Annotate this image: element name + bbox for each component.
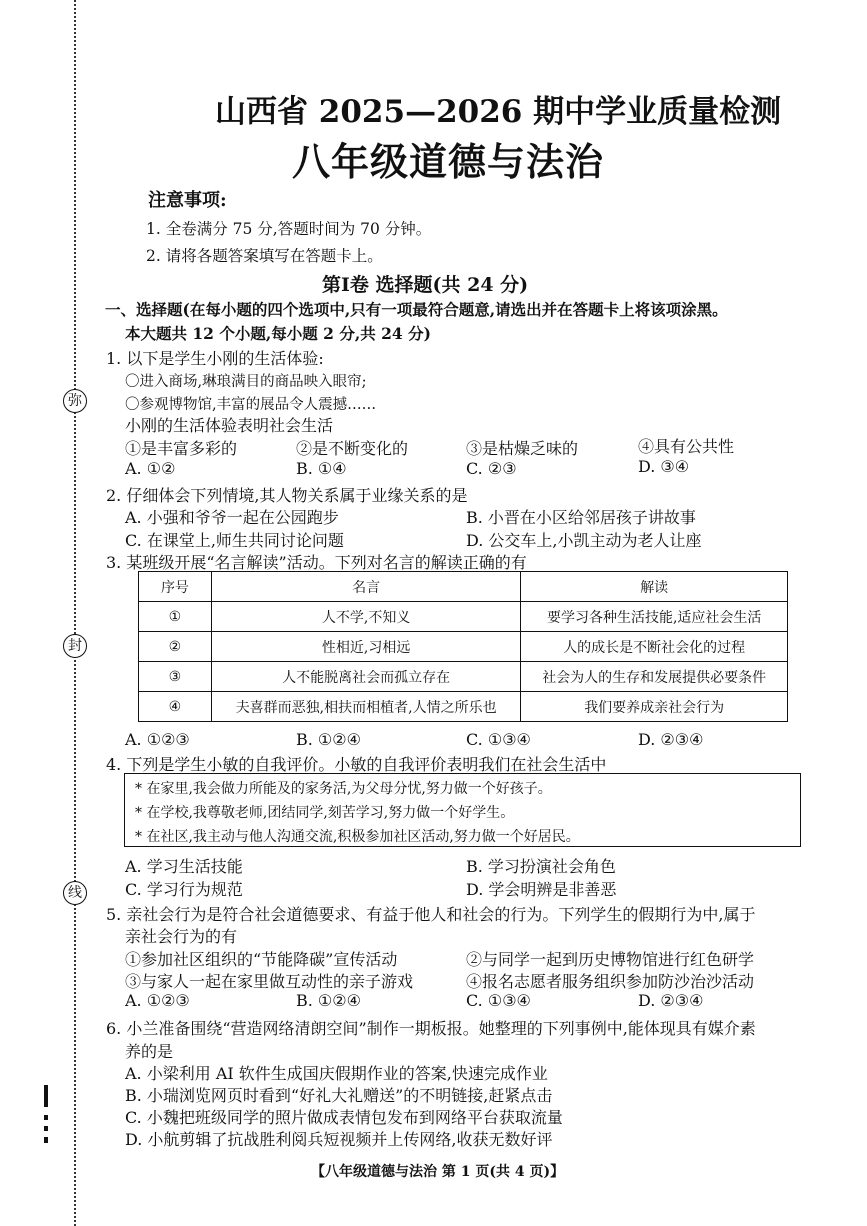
q2-option-b: B. 小晋在小区给邻居孩子讲故事 xyxy=(466,508,696,527)
q4-option-c: C. 学习行为规范 xyxy=(125,880,243,899)
q1-statement-4: ④具有公共性 xyxy=(638,437,735,456)
q5-statement-1: ①参加社区组织的“节能降碳”宣传活动 xyxy=(125,950,398,969)
table-cell: 社会为人的生存和发展提供必要条件 xyxy=(521,662,788,692)
binding-mark-feng: 封 xyxy=(63,634,87,658)
section-title: 第Ⅰ卷 选择题(共 24 分) xyxy=(322,274,529,296)
binding-line xyxy=(74,0,76,1226)
table-cell: 人不学,不知义 xyxy=(211,602,521,632)
q5-stem-line-1: 5. 亲社会行为是符合社会道德要求、有益于他人和社会的行为。下列学生的假期行为中,属于 xyxy=(106,905,756,924)
q1-statement-1: ①是丰富多彩的 xyxy=(125,439,238,458)
q1-statement-2: ②是不断变化的 xyxy=(296,439,409,458)
q3-stem: 3. 某班级开展“名言解读”活动。下列对名言的解读正确的有 xyxy=(106,553,527,572)
q1-experience-1: 〇进入商场,琳琅满目的商品映入眼帘; xyxy=(125,374,367,390)
subject-title: 八年级道德与法治 xyxy=(292,139,605,184)
table-header: 名言 xyxy=(211,572,521,602)
q6-option-a: A. 小梁利用 AI 软件生成国庆假期作业的答案,快速完成作业 xyxy=(125,1064,548,1083)
q3-table xyxy=(138,571,788,722)
q3-option-c: C. ①③④ xyxy=(466,730,531,749)
table-cell: ② xyxy=(139,632,212,662)
q4-option-d: D. 学会明辨是非善恶 xyxy=(466,880,617,899)
q1-statement-3: ③是枯燥乏味的 xyxy=(466,439,579,458)
binding-mark-xian: 线 xyxy=(63,881,87,905)
table-header: 序号 xyxy=(139,572,212,602)
table-cell: 要学习各种生活技能,适应社会生活 xyxy=(521,602,788,632)
q2-stem: 2. 仔细体会下列情境,其人物关系属于业缘关系的是 xyxy=(106,486,468,505)
instructions-line-1: 一、选择题(在每小题的四个选项中,只有一项最符合题意,请选出并在答题卡上将该项涂黑。 xyxy=(105,300,728,319)
q1-stem: 1. 以下是学生小刚的生活体验: xyxy=(106,349,324,368)
q5-option-c: C. ①③④ xyxy=(466,991,531,1010)
notice-item-2: 2. 请将各题答案填写在答题卡上。 xyxy=(146,247,383,265)
q1-experience-2: 〇参观博物馆,丰富的展品令人震撼…… xyxy=(125,397,377,413)
table-row xyxy=(139,662,788,692)
q2-option-d: D. 公交车上,小凯主动为老人让座 xyxy=(466,531,702,550)
q3-option-b: B. ①②④ xyxy=(296,730,361,749)
margin-mark xyxy=(44,1137,48,1143)
q3-option-d: D. ②③④ xyxy=(638,730,704,749)
table-row xyxy=(139,692,788,722)
q6-option-b: B. 小瑞浏览网页时看到“好礼大礼赠送”的不明链接,赶紧点击 xyxy=(125,1086,553,1105)
binding-mark-mi: 弥 xyxy=(63,389,87,413)
q5-statement-3: ③与家人一起在家里做互动性的亲子游戏 xyxy=(125,972,414,991)
q6-stem-line-2: 养的是 xyxy=(125,1042,174,1061)
table-row xyxy=(139,602,788,632)
q5-option-b: B. ①②④ xyxy=(296,991,361,1010)
margin-mark xyxy=(44,1115,48,1120)
q4-evaluation-home: * 在家里,我会做力所能及的家务活,为父母分忧,努力做一个好孩子。 xyxy=(135,781,552,797)
q4-option-a: A. 学习生活技能 xyxy=(125,857,243,876)
q6-stem-line-1: 6. 小兰准备围绕“营造网络清朗空间”制作一期板报。她整理的下列事例中,能体现具有媒介素 xyxy=(106,1019,756,1038)
q4-evaluation-community: * 在社区,我主动与他人沟通交流,积极参加社区活动,努力做一个好居民。 xyxy=(135,829,580,845)
q5-option-d: D. ②③④ xyxy=(638,991,704,1010)
q1-option-b: B. ①④ xyxy=(296,459,347,478)
notice-heading: 注意事项: xyxy=(148,190,227,211)
margin-mark xyxy=(44,1126,48,1131)
q4-evaluation-box xyxy=(124,773,801,847)
q1-question: 小刚的生活体验表明社会生活 xyxy=(125,416,334,435)
table-cell: ③ xyxy=(139,662,212,692)
q6-option-d: D. 小航剪辑了抗战胜利阅兵短视频并上传网络,收获无数好评 xyxy=(125,1130,553,1149)
q4-stem: 4. 下列是学生小敏的自我评价。小敏的自我评价表明我们在社会生活中 xyxy=(106,755,607,774)
q4-evaluation-school: * 在学校,我尊敬老师,团结同学,刻苦学习,努力做一个好学生。 xyxy=(135,805,515,821)
page-footer: 【八年级道德与法治 第 1 页(共 4 页)】 xyxy=(311,1164,565,1180)
q2-option-c: C. 在课堂上,师生共同讨论问题 xyxy=(125,531,344,550)
q5-statement-4: ④报名志愿者服务组织参加防沙治沙活动 xyxy=(466,972,755,991)
q1-option-d: D. ③④ xyxy=(638,457,690,476)
table-header: 解读 xyxy=(521,572,788,602)
margin-mark xyxy=(44,1085,48,1107)
q5-option-a: A. ①②③ xyxy=(125,991,190,1010)
q3-option-a: A. ①②③ xyxy=(125,730,190,749)
q5-stem-line-2: 亲社会行为的有 xyxy=(125,927,238,946)
table-cell: 人的成长是不断社会化的过程 xyxy=(521,632,788,662)
q5-statement-2: ②与同学一起到历史博物馆进行红色研学 xyxy=(466,950,755,969)
q1-option-a: A. ①② xyxy=(125,459,176,478)
table-cell: ④ xyxy=(139,692,212,722)
table-header-row xyxy=(139,572,788,602)
notice-item-1: 1. 全卷满分 75 分,答题时间为 70 分钟。 xyxy=(146,220,432,238)
exam-title: 山西省 2025—2026 期中学业质量检测 xyxy=(215,94,782,130)
q1-option-c: C. ②③ xyxy=(466,459,517,478)
instructions-line-2: 本大题共 12 个小题,每小题 2 分,共 24 分) xyxy=(125,324,431,343)
table-row xyxy=(139,632,788,662)
table-cell: 人不能脱离社会而孤立存在 xyxy=(211,662,521,692)
table-cell: ① xyxy=(139,602,212,632)
q4-option-b: B. 学习扮演社会角色 xyxy=(466,857,616,876)
table-cell: 我们要养成亲社会行为 xyxy=(521,692,788,722)
q2-option-a: A. 小强和爷爷一起在公园跑步 xyxy=(125,508,339,527)
table-cell: 性相近,习相远 xyxy=(211,632,521,662)
table-cell: 夫喜群而恶独,相扶而相植者,人情之所乐也 xyxy=(211,692,521,722)
q6-option-c: C. 小魏把班级同学的照片做成表情包发布到网络平台获取流量 xyxy=(125,1108,563,1127)
